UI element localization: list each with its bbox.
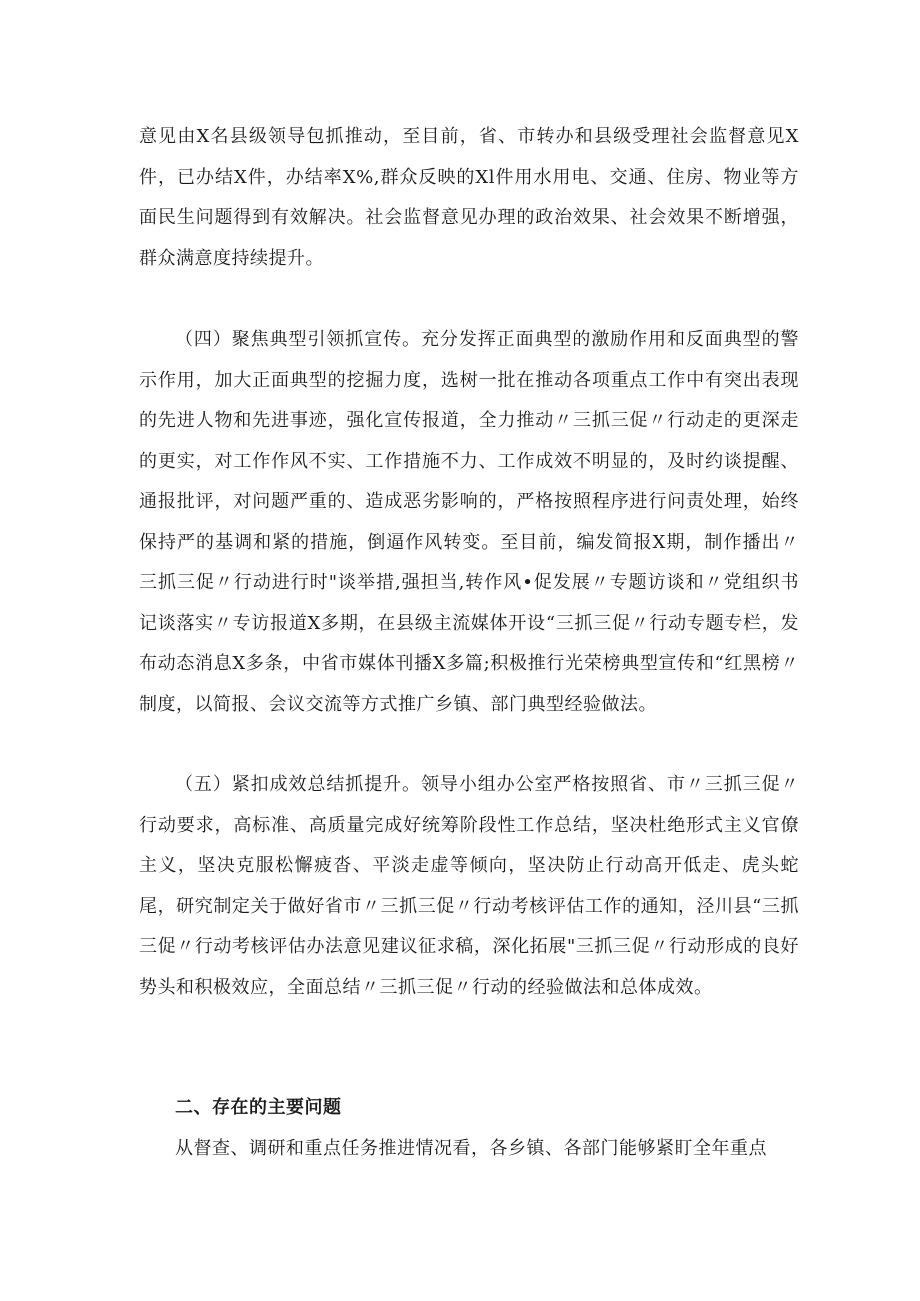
section-heading-main-problems: 二、存在的主要问题 bbox=[175, 1097, 342, 1118]
paragraph-typical-publicity: （四）聚焦典型引领抓宣传。充分发挥正面典型的激励作用和反面典型的警示作用，加大正面典型的挖掘力度，选树一批在推动各项重点工作中有突出表现的先进人物和先进事迹，强化宣传报道，全力推动〃三抓三促〃行动走的更深走的更实，对工作作风不实、工作措施不力、工作成效不明显的，及时约谈提醒、通报批评，对问题严重的、造成恶劣影响的，严格按照程序进行问责处理，始终保持严的基调和紧的措施，倒逼作风转变。至目前，编发简报X期，制作播出〃三抓三促〃行动进行时"谈举措,强担当,转作风•促发展〃专题访谈和〃党组织书记谈落实〃专访报道X多期，在县级主流媒体开设“三抓三促〃行动专题专栏，发布动态消息X多条，中省市媒体刊播X多篇;积极推行光荣榜典型宣传和“红黑榜〃制度，以简报、会议交流等方式推广乡镇、部门典型经验做法。 bbox=[139, 329, 799, 715]
paragraph-problems-intro: 从督查、调研和重点任务推进情况看，各乡镇、各部门能够紧盯全年重点 bbox=[175, 1138, 767, 1159]
paragraph-results-summary: （五）紧扣成效总结抓提升。领导小组办公室严格按照省、市〃三抓三促〃行动要求，高标准、高质量完成好统筹阶段性工作总结，坚决杜绝形式主义官僚主义，坚决克服松懈疲沓、平淡走虚等倾向，坚决防止行动高开低走、虎头蛇尾，研究制定关于做好省市〃三抓三促〃行动考核评估工作的通知，泾川县“三抓三促〃行动考核评估办法意见建议征求稿，深化拓展"三抓三促〃行动形成的良好势头和积极效应，全面总结〃三抓三促〃行动的经验做法和总体成效。 bbox=[139, 774, 799, 998]
paragraph-social-supervision: 意见由X名县级领导包抓推动，至目前，省、市转办和县级受理社会监督意见X件，已办结X件，办结率X%,群众反映的Xl件用水用电、交通、住房、物业等方面民生问题得到有效解决。社会监督意见办理的政治效果、社会效果不断增强，群众满意度持续提升。 bbox=[139, 126, 799, 269]
